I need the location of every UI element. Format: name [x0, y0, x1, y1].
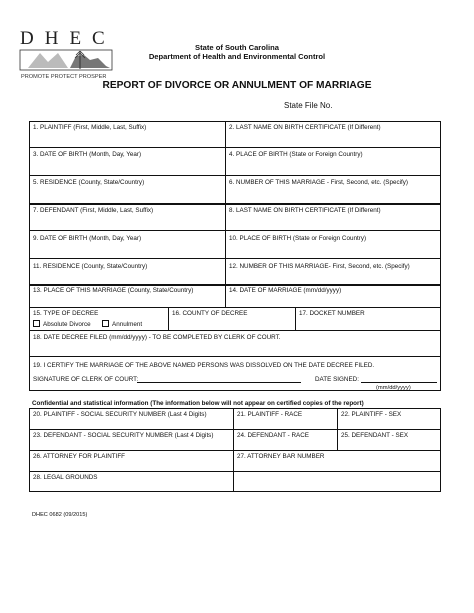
defendant-ssn-field[interactable]: 23. DEFENDANT - SOCIAL SECURITY NUMBER (Last 4 Digits) [33, 432, 214, 439]
legal-grounds-field[interactable]: 28. LEGAL GROUNDS [33, 474, 98, 481]
annulment-option[interactable]: Annulment [102, 320, 142, 328]
absolute-divorce-checkbox[interactable] [33, 320, 40, 327]
plaintiff-birthplace-field[interactable]: 4. PLACE OF BIRTH (State or Foreign Country) [229, 151, 363, 158]
plaintiff-attorney-field[interactable]: 26. ATTORNEY FOR PLAINTIFF [33, 453, 126, 460]
defendant-marriage-number-field[interactable]: 12. NUMBER OF THIS MARRIAGE- First, Second, etc. (Specify) [229, 263, 410, 270]
annulment-checkbox[interactable] [102, 320, 109, 327]
header-department: Department of Health and Environmental Control [148, 52, 326, 61]
attorney-bar-number-field[interactable]: 27. ATTORNEY BAR NUMBER [237, 453, 325, 460]
marriage-place-field[interactable]: 13. PLACE OF THIS MARRIAGE (County, State/Country) [33, 287, 194, 294]
date-format-hint: (mm/dd/yyyy) [376, 385, 411, 391]
defendant-race-field[interactable]: 24. DEFENDANT - RACE [237, 432, 309, 439]
plaintiff-name-field[interactable]: 1. PLAINTIFF (First, Middle, Last, Suffix) [33, 124, 147, 131]
clerk-signature-label: SIGNATURE OF CLERK OF COURT: [33, 376, 139, 383]
marriage-date-field[interactable]: 14. DATE OF MARRIAGE (mm/dd/yyyy) [229, 287, 342, 294]
defendant-residence-field[interactable]: 11. RESIDENCE (County, State/Country) [33, 263, 148, 270]
clerk-signature-line[interactable] [137, 382, 301, 383]
form-number: DHEC 0682 (09/2015) [32, 512, 88, 518]
date-signed-line[interactable] [361, 382, 437, 383]
plaintiff-sex-field[interactable]: 22. PLAINTIFF - SEX [341, 411, 402, 418]
date-decree-filed-field[interactable]: 18. DATE DECREE FILED (mm/dd/yyyy) - TO BE COMPLETED BY CLERK OF COURT. [33, 334, 281, 341]
plaintiff-marriage-number-field[interactable]: 6. NUMBER OF THIS MARRIAGE - First, Second, etc. (Specify) [229, 179, 409, 186]
docket-number-field[interactable]: 17. DOCKET NUMBER [299, 310, 365, 317]
absolute-divorce-option[interactable]: Absolute Divorce [33, 320, 91, 328]
form-title: REPORT OF DIVORCE OR ANNULMENT OF MARRIAGE [102, 80, 372, 91]
confidential-note: Confidential and statistical information (The information below will not appear on certified copies of the report) [32, 400, 364, 407]
svg-text:PROMOTE PROTECT PROSPER: PROMOTE PROTECT PROSPER [21, 74, 107, 80]
main-form-box [29, 121, 441, 391]
state-file-no-label: State File No. [284, 101, 333, 110]
defendant-sex-field[interactable]: 25. DEFENDANT - SEX [341, 432, 409, 439]
svg-text:DHEC: DHEC [20, 28, 116, 49]
header-state: State of South Carolina [195, 43, 279, 52]
plaintiff-race-field[interactable]: 21. PLAINTIFF - RACE [237, 411, 303, 418]
defendant-name-field[interactable]: 7. DEFENDANT (First, Middle, Last, Suffix) [33, 207, 154, 214]
decree-type-label: 15. TYPE OF DECREE [33, 310, 99, 317]
defendant-dob-field[interactable]: 9. DATE OF BIRTH (Month, Day, Year) [33, 235, 142, 242]
defendant-birthplace-field[interactable]: 10. PLACE OF BIRTH (State or Foreign Country) [229, 235, 367, 242]
county-of-decree-field[interactable]: 16. COUNTY OF DECREE [172, 310, 248, 317]
plaintiff-ssn-field[interactable]: 20. PLAINTIFF - SOCIAL SECURITY NUMBER (Last 4 Digits) [33, 411, 207, 418]
plaintiff-dob-field[interactable]: 3. DATE OF BIRTH (Month, Day, Year) [33, 151, 142, 158]
date-signed-label: DATE SIGNED: [315, 376, 359, 383]
plaintiff-birth-last-name-field[interactable]: 2. LAST NAME ON BIRTH CERTIFICATE (If Different) [229, 124, 381, 131]
certification-statement: 19. I CERTIFY THE MARRIAGE OF THE ABOVE NAMED PERSONS WAS DISSOLVED ON THE DATE DECREE FILED. [33, 362, 375, 369]
plaintiff-residence-field[interactable]: 5. RESIDENCE (County, State/Country) [33, 179, 145, 186]
defendant-birth-last-name-field[interactable]: 8. LAST NAME ON BIRTH CERTIFICATE (If Different) [229, 207, 381, 214]
